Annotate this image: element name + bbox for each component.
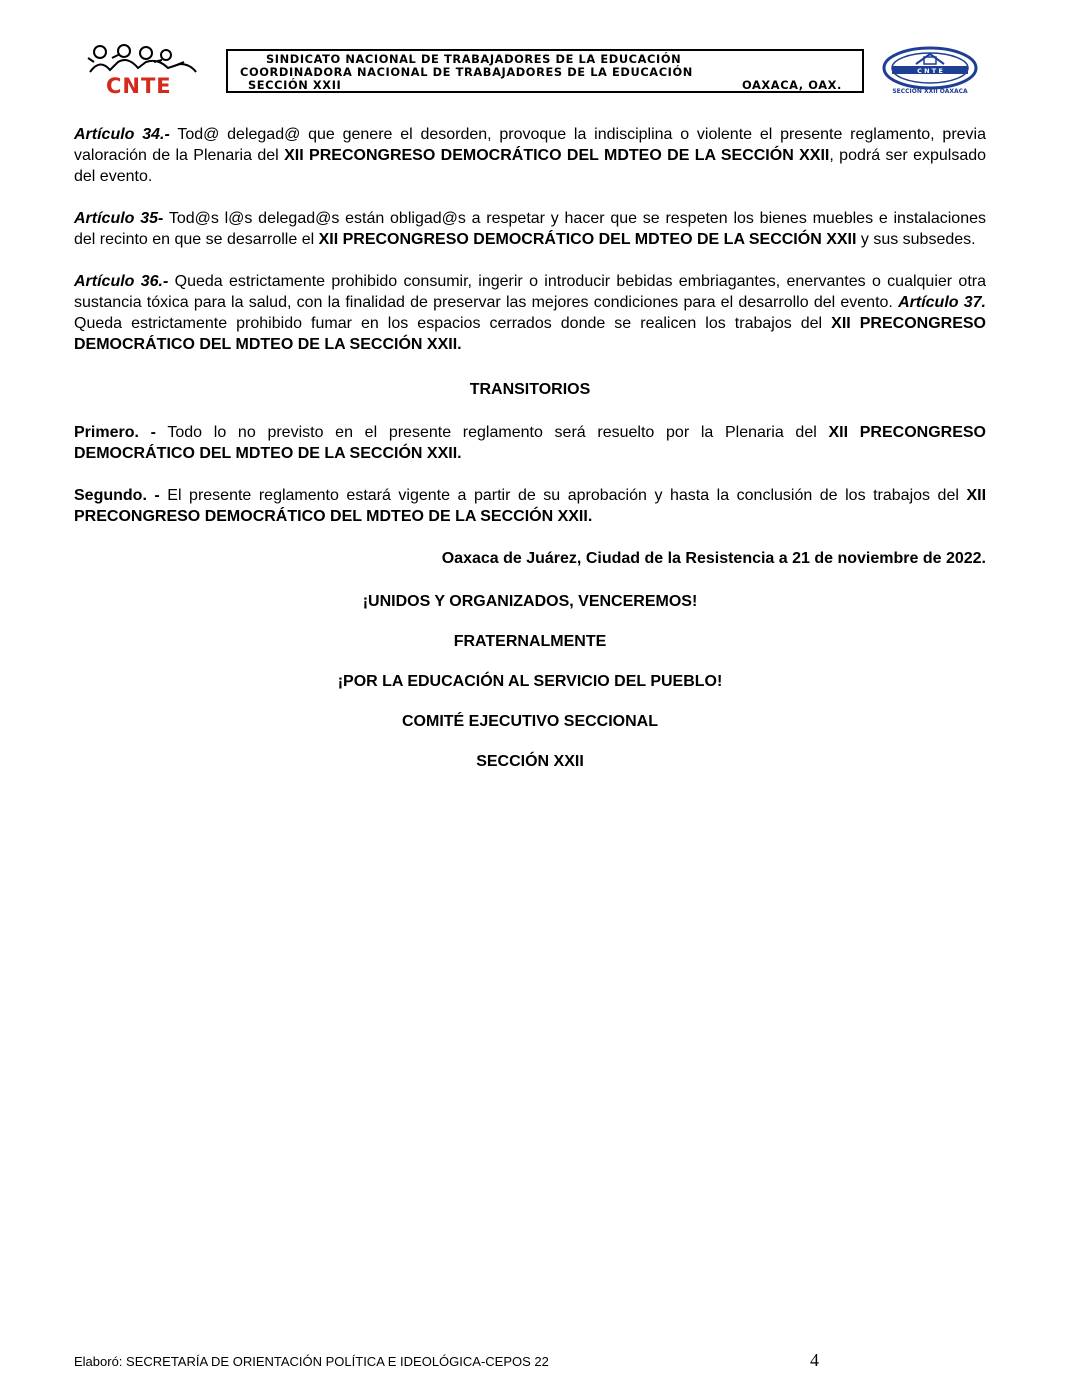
article-34 xyxy=(74,124,986,187)
union-name: SINDICATO NACIONAL DE TRABAJADORES DE LA EDUCACIÓN xyxy=(266,52,682,66)
article-35 xyxy=(74,208,986,250)
letterhead-title-box xyxy=(226,49,864,93)
footer-credit: Elaboró: SECRETARÍA DE ORIENTACIÓN POLÍTICA E IDEOLÓGICA-CEPOS 22 xyxy=(74,1354,549,1369)
article-35-text: Tod@s l@s delegad@s están obligad@s a respetar y hacer que se respeten los bienes muebles e instalaciones del recinto en que se desarrolle el xyxy=(74,210,987,248)
transitorio-segundo xyxy=(74,485,986,527)
primero-text: Todo lo no previsto en el presente reglamento será resuelto por la Plenaria del xyxy=(155,424,829,441)
article-36-label: Artículo 36.- xyxy=(74,273,169,290)
section-xxii-seal xyxy=(880,46,980,98)
document-body xyxy=(74,124,986,791)
article-37-event: XII PRECONGRESO DEMOCRÁTICO DEL MDTEO DE LA SECCIÓN XXII. xyxy=(74,315,986,353)
article-34-text-end: , podrá ser expulsado del evento. xyxy=(74,147,987,185)
article-35-label: Artículo 35- xyxy=(74,210,164,227)
transitorios-heading: TRANSITORIOS xyxy=(469,381,591,398)
transitorio-primero xyxy=(74,422,986,464)
cnte-logo-text: CNTE xyxy=(106,74,172,96)
location-name: OAXACA, OAX. xyxy=(742,78,842,92)
seccion-signature: SECCIÓN XXII xyxy=(476,753,584,770)
article-35-event: XII PRECONGRESO DEMOCRÁTICO DEL MDTEO DE LA SECCIÓN XXII xyxy=(318,231,857,248)
article-37-text: Queda estrictamente prohibido fumar en los espacios cerrados donde se realicen los trabajos del xyxy=(74,315,832,332)
page-number: 4 xyxy=(810,1350,819,1370)
letterhead xyxy=(84,42,984,98)
fraternalmente: FRATERNALMENTE xyxy=(453,633,607,650)
article-34-label: Artículo 34.- xyxy=(74,126,170,143)
article-36-text: Queda estrictamente prohibido consumir, ingerir o introducir bebidas embriagantes, enervantes o cualquier otra sustancia tóxica para la salud, con la finalidad de preservar las mejores condiciones para el desarrollo del evento. xyxy=(74,273,987,311)
segundo-event: XII PRECONGRESO DEMOCRÁTICO DEL MDTEO DE LA SECCIÓN XXII. xyxy=(74,487,987,525)
article-34-text: Tod@ delegad@ que genere el desorden, provoque la indisciplina o violente el presente reglamento, previa valoración de la Plenaria del xyxy=(74,126,986,164)
comite-ejecutivo: COMITÉ EJECUTIVO SECCIONAL xyxy=(401,713,659,730)
article-35-text-end: y sus subsedes. xyxy=(856,231,976,248)
section-name: SECCIÓN XXII xyxy=(248,78,342,92)
seal-caption: SECCION XXII OAXACA xyxy=(892,88,968,95)
primero-label: Primero. - xyxy=(74,424,156,441)
place-date: Oaxaca de Juárez, Ciudad de la Resistencia a 21 de noviembre de 2022. xyxy=(441,550,986,567)
motto-educacion: ¡POR LA EDUCACIÓN AL SERVICIO DEL PUEBLO! xyxy=(337,673,723,690)
segundo-text: El presente reglamento estará vigente a partir de su aprobación y hasta la conclusión de los trabajos del xyxy=(159,487,967,504)
primero-event: XII PRECONGRESO DEMOCRÁTICO DEL MDTEO DE LA SECCIÓN XXII. xyxy=(74,424,986,462)
seal-band-text: C N T E xyxy=(917,67,943,75)
cnte-logo xyxy=(84,42,212,96)
coordinator-name: COORDINADORA NACIONAL DE TRABAJADORES DE LA EDUCACIÓN xyxy=(240,65,693,79)
article-34-event: XII PRECONGRESO DEMOCRÁTICO DEL MDTEO DE LA SECCIÓN XXII xyxy=(284,147,830,164)
article-36-37 xyxy=(74,271,986,355)
article-37-label: Artículo 37. xyxy=(898,294,986,311)
segundo-label: Segundo. - xyxy=(74,487,160,504)
motto-unidos: ¡UNIDOS Y ORGANIZADOS, VENCEREMOS! xyxy=(362,593,698,610)
